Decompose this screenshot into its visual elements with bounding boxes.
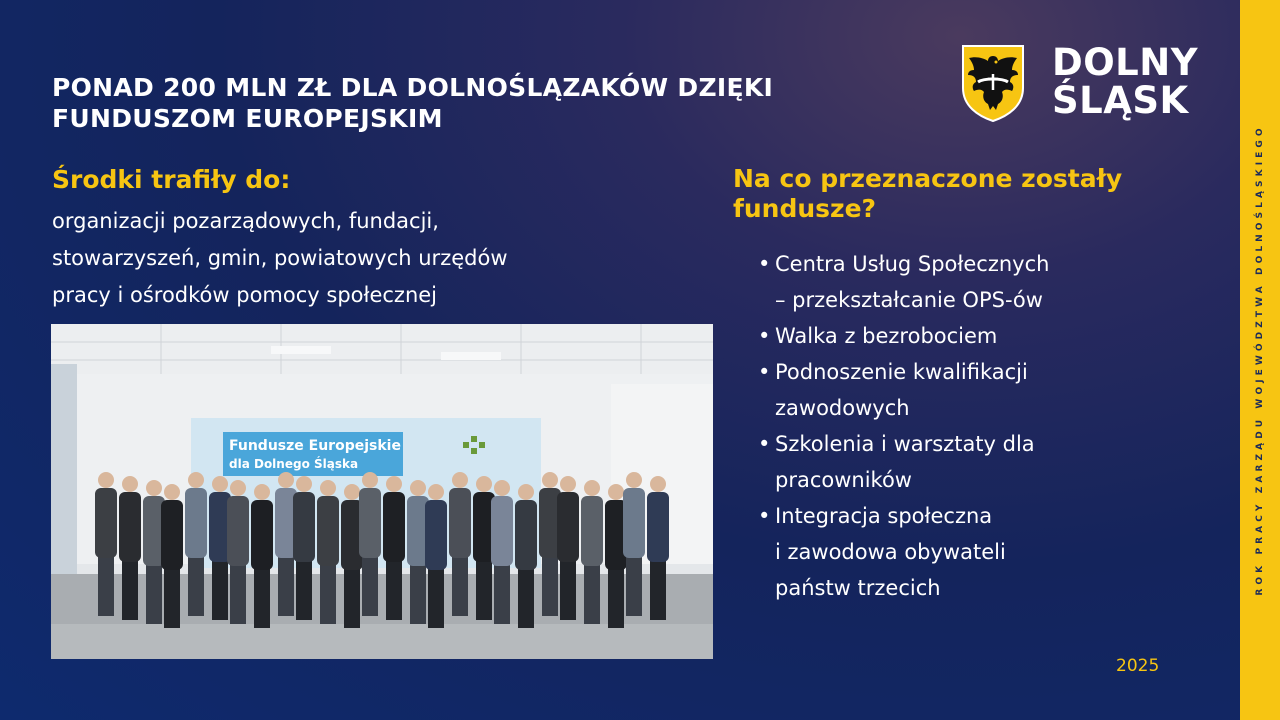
list-item xyxy=(758,354,1218,426)
recipients-line-2: stowarzyszeń, gmin, powiatowych urzędów xyxy=(52,246,508,270)
recipients-line-1: organizacji pozarządowych, fundacji, xyxy=(52,209,439,233)
person-legs xyxy=(362,556,378,616)
person-body xyxy=(425,500,447,570)
list-item xyxy=(758,246,1218,318)
person-legs xyxy=(584,564,600,624)
bullet-2-line-1: • Walka z bezrobociem xyxy=(775,324,998,348)
person-head xyxy=(494,480,510,496)
person-body xyxy=(251,500,273,570)
person-body xyxy=(95,488,117,558)
year-label: 2025 xyxy=(1116,656,1160,676)
dolny-slask-logo xyxy=(960,41,1210,122)
bullet-3-line-1: • Podnoszenie kwalifikacji xyxy=(775,360,1028,384)
person-legs xyxy=(476,560,492,620)
person-legs xyxy=(452,556,468,616)
person-legs xyxy=(494,564,510,624)
person-head xyxy=(362,472,378,488)
person-legs xyxy=(164,568,180,628)
person-legs xyxy=(122,560,138,620)
person-body xyxy=(491,496,513,566)
bullet-1-line-1: • Centra Usług Społecznych xyxy=(775,252,1050,276)
person-legs xyxy=(212,560,228,620)
person-body xyxy=(557,492,579,562)
person-legs xyxy=(560,560,576,620)
bullet-5-line-3: państw trzecich xyxy=(775,576,941,600)
title-line-2: FUNDUSZOM EUROPEJSKIM xyxy=(52,104,443,133)
person-body xyxy=(515,500,537,570)
person-head xyxy=(230,480,246,496)
person-body xyxy=(449,488,471,558)
banner-line-1: Fundusze Europejskie xyxy=(229,438,401,454)
group-photo xyxy=(51,324,713,659)
person-legs xyxy=(188,556,204,616)
recipients-line-3: pracy i ośrodków pomocy społecznej xyxy=(52,283,438,307)
person-body xyxy=(119,492,141,562)
purposes-list xyxy=(758,246,1218,606)
recipients-heading: Środki trafiły do: xyxy=(52,165,291,194)
person-head xyxy=(650,476,666,492)
person-legs xyxy=(320,564,336,624)
bullet-5-line-1: • Integracja społeczna xyxy=(775,504,993,528)
bullet-3-line-2: zawodowych xyxy=(775,396,910,420)
side-ribbon xyxy=(1240,0,1280,720)
logo-wordmark xyxy=(1052,41,1199,122)
person-head xyxy=(386,476,402,492)
list-item xyxy=(758,318,1218,354)
slide-title xyxy=(52,72,932,134)
person-head xyxy=(344,484,360,500)
purposes-heading: Na co przeznaczone zostały fundusze? xyxy=(733,164,1123,223)
person-legs xyxy=(542,556,558,616)
person-head xyxy=(608,484,624,500)
logo-line-2: ŚLĄSK xyxy=(1052,79,1189,122)
person-head xyxy=(296,476,312,492)
person-head xyxy=(320,480,336,496)
person-head xyxy=(560,476,576,492)
person-head xyxy=(278,472,294,488)
person-head xyxy=(542,472,558,488)
person-head xyxy=(428,484,444,500)
bullet-4-line-1: • Szkolenia i warsztaty dla xyxy=(775,432,1035,456)
person-body xyxy=(185,488,207,558)
bullet-5-line-2: i zawodowa obywateli xyxy=(775,540,1006,564)
person-head xyxy=(164,484,180,500)
person-head xyxy=(626,472,642,488)
person-body xyxy=(581,496,603,566)
person-body xyxy=(623,488,645,558)
person-legs xyxy=(650,560,666,620)
logo-line-1: DOLNY xyxy=(1052,41,1199,84)
person-head xyxy=(476,476,492,492)
person-body xyxy=(227,496,249,566)
eagle-shield-icon xyxy=(960,44,1026,122)
person-body xyxy=(293,492,315,562)
person-head xyxy=(212,476,228,492)
person-legs xyxy=(608,568,624,628)
person-legs xyxy=(410,564,426,624)
group-photo-illustration xyxy=(51,324,713,659)
person-head xyxy=(122,476,138,492)
recipients-text xyxy=(52,203,692,314)
person-head xyxy=(452,472,468,488)
person-legs xyxy=(230,564,246,624)
person-legs xyxy=(344,568,360,628)
bullet-4-line-2: pracowników xyxy=(775,468,912,492)
list-item xyxy=(758,426,1218,498)
person-body xyxy=(359,488,381,558)
person-head xyxy=(584,480,600,496)
person-head xyxy=(518,484,534,500)
bullet-1-line-2: – przekształcanie OPS-ów xyxy=(775,288,1043,312)
person-legs xyxy=(146,564,162,624)
person-head xyxy=(188,472,204,488)
person-legs xyxy=(626,556,642,616)
side-ribbon-text: ROK PRACY ZARZĄDU WOJEWÓDZTWA DOLNOŚLĄSKIEGO xyxy=(1255,124,1265,596)
person-body xyxy=(383,492,405,562)
person-legs xyxy=(254,568,270,628)
person-head xyxy=(146,480,162,496)
title-line-1: PONAD 200 MLN ZŁ DLA DOLNOŚLĄZAKÓW DZIĘKI xyxy=(52,73,774,102)
list-item xyxy=(758,498,1218,606)
person-legs xyxy=(296,560,312,620)
person-head xyxy=(410,480,426,496)
person-body xyxy=(161,500,183,570)
banner-line-2: dla Dolnego Śląska xyxy=(229,457,359,471)
person-legs xyxy=(428,568,444,628)
person-body xyxy=(647,492,669,562)
person-legs xyxy=(278,556,294,616)
person-head xyxy=(98,472,114,488)
person-legs xyxy=(98,556,114,616)
person-legs xyxy=(386,560,402,620)
person-head xyxy=(254,484,270,500)
person-legs xyxy=(518,568,534,628)
person-body xyxy=(317,496,339,566)
